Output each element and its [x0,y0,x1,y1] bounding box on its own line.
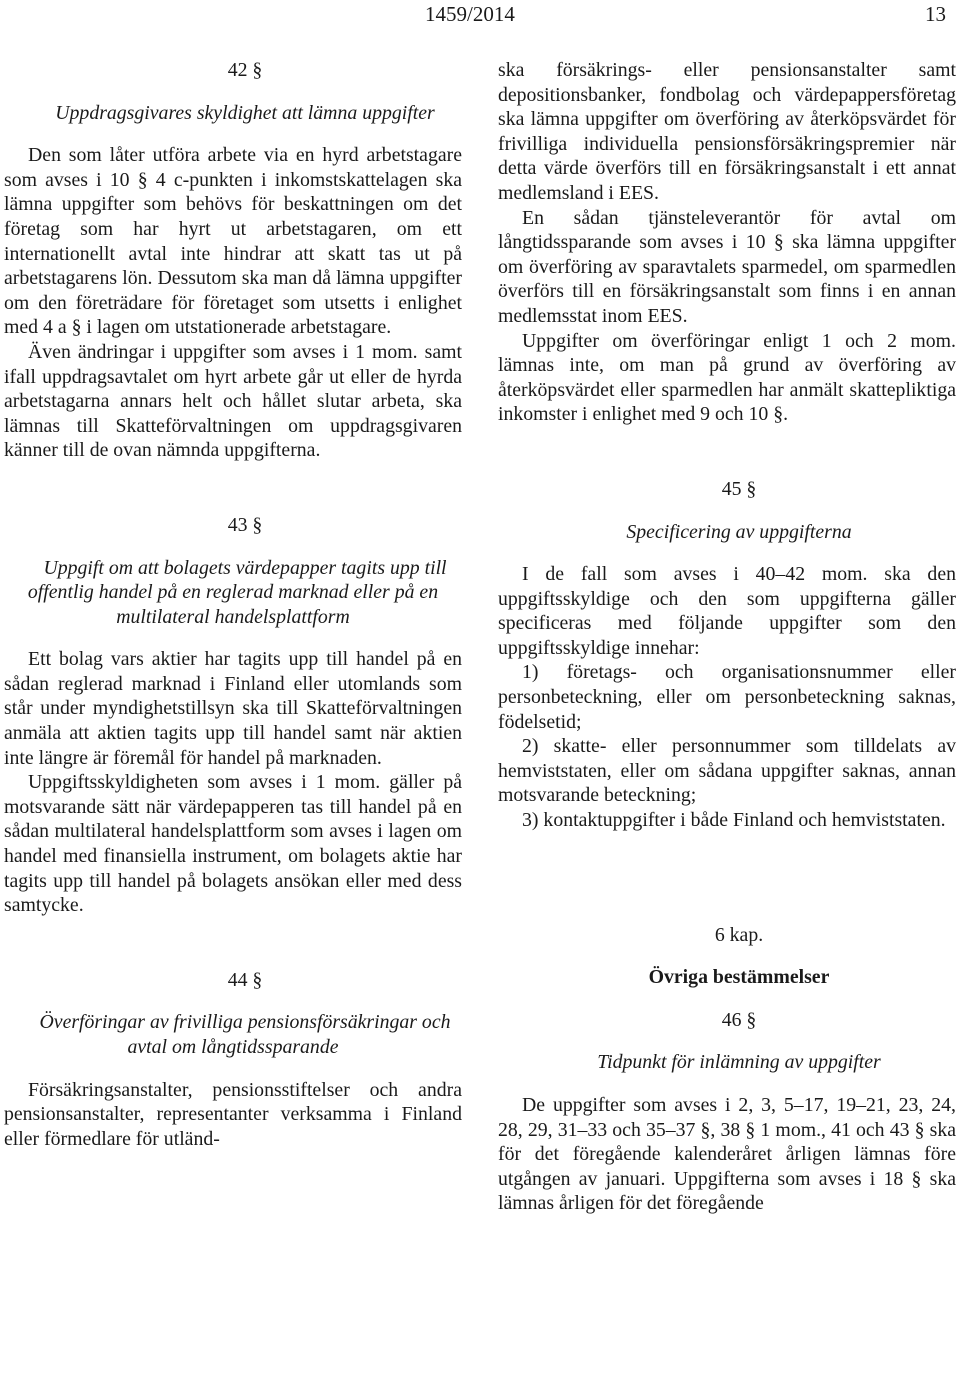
section-45-number: 45 § [721,477,757,500]
section-45-title: Specificering av uppgifterna [626,520,852,543]
page-header [0,0,960,30]
chapter-number: 6 kap. [714,923,764,946]
section-45-item-3: 3) kontaktuppgifter i både Finland och hemviststaten. [522,809,946,832]
left-column [4,58,462,1151]
section-42-paragraph-2: Även ändringar i uppgifter som avses i 1 mom. samt ifall uppdragsavtalet om hyrt arbete går ut eller de hyrda arbetstagarna annars helt och hållet slutar arbeta, ska lämnas till Skatteförvaltningen om uppdragsgivaren känner till de ovan nämnda uppgifterna. [4,340,462,462]
chapter-title: Övriga bestämmelser [648,966,830,989]
section-45-item-2: 2) skatte- eller personnummer som tilldelats av hemviststaten, eller om sådana uppgifter saknas, annan motsvarande beteckning; [498,735,956,807]
section-44-paragraph-3: Uppgifter om överföringar enligt 1 och 2 mom. lämnas inte, om man på grund av överföring av återköpsvärdet eller sparmedlen har anmält skattepliktiga inkomster i enlighet med 9 och 10 §. [498,329,956,426]
section-43-number: 43 § [227,513,263,536]
section-42-title: Uppdragsgivares skyldighet att lämna uppgifter [55,101,435,124]
section-44-paragraph-2: En sådan tjänsteleverantör för avtal om långtidssparande som avses i 10 § ska lämna uppgifter om överföring av sparavtalets sparmedel, om sparmedlen överförs till en försäkringsanstalt som finns i en annan medlemsstat inom EES. [498,206,956,327]
section-45-item-1: 1) företags- och organisationsnummer eller personbeteckning, eller om personbeteckning saknas, födelsetid; [498,661,956,733]
document-number: 1459/2014 [425,2,515,26]
section-43-title: Uppgift om att bolagets värdepapper tagits upp till offentlig handel på en reglerad marknad eller på en multilateral handelsplattform [27,556,447,628]
section-44-title: Överföringar av frivilliga pensionsförsäkringar och avtal om långtidssparande [39,1011,451,1058]
section-46-title: Tidpunkt för inlämning av uppgifter [597,1051,881,1074]
section-43-paragraph-2: Uppgiftsskyldigheten som avses i 1 mom. gäller på motsvarande sätt när värdepapperen tas till handel på en sådan multilateral handelsplattform som avses i lagen om handel med finansiella instrument, om bolagets aktie har tagits upp till handel på bolagets ansökan eller med dess samtycke. [4,771,462,917]
section-46-number: 46 § [721,1008,757,1031]
section-42-number: 42 § [227,59,263,81]
section-44-paragraph-1: Försäkringsanstalter, pensionsstiftelser och andra pensionsanstalter, representanter verksamma i Finland eller förmedlare för utländ- [4,1078,462,1150]
section-45-paragraph-1: I de fall som avses i 40–42 mom. ska den uppgiftsskyldige och den som uppgifterna gäller specificeras med följande uppgifter som den uppgiftsskyldige innehar: [498,563,956,659]
section-44-continuation: ska försäkrings- eller pensionsanstalter samt depositionsbanker, fondbolag och värdepappersföretag ska lämna uppgifter om överföring av återköpsvärdet för frivilliga individuella pensionsförsäkringspremier när detta värde överförs till en försäkringsanstalt i ett annat medlemsland i EES. [498,59,956,204]
section-46-paragraph-1: De uppgifter som avses i 2, 3, 5–17, 19–21, 23, 24, 28, 29, 31–33 och 35–37 §, 38 § 1 mom., 41 och 43 § ska för det föregående kalenderåret årligen lämnas före utgången av januari. Uppgifterna som avses i 18 § ska lämnas årligen för det föregående [498,1094,956,1215]
page-number: 13 [925,2,946,26]
right-column [498,58,956,1216]
section-43-paragraph-1: Ett bolag vars aktier har tagits upp till handel på en sådan reglerad marknad i Finland eller utomlands som står under myndighetstillsyn ska till Skatteförvaltningen anmäla att aktien tagits upp till handel samt när aktien inte längre är föremål för handel på marknaden. [4,648,462,769]
section-42-paragraph-1: Den som låter utföra arbete via en hyrd arbetstagare som avses i 10 § 4 c-punkten i inkomstskattelagen ska lämna uppgifter som behövs för beskattningen om det företag som har hyrt ut arbetstagaren, om ett internationellt avtal inte hindrar att skatt tas ut på arbetstagarens lön. Dessutom ska man då lämna uppgifter om den företrädare för företaget som utsetts i enlighet med 4 a § i lagen om utstationerade arbetstagare. [4,144,462,339]
section-44-number: 44 § [227,968,263,991]
